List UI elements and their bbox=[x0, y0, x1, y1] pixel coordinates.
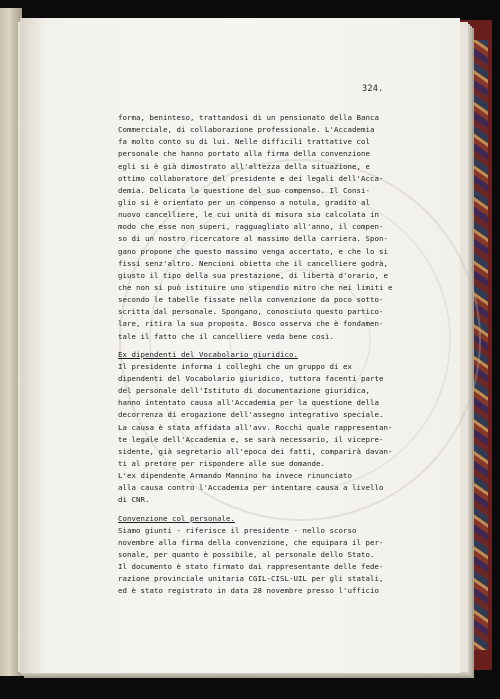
text-line: del personale dell'Istituto di documentazione giuridica, bbox=[118, 386, 370, 396]
text-line: scritta dal personale. Spongano, conosciuto questo partico- bbox=[118, 307, 384, 317]
text-line: fa molto conto su di lui. Nelle difficili trattative col bbox=[118, 137, 370, 147]
text-line: decorrenza di erogazione dell'assegno integrativo speciale. bbox=[118, 410, 384, 420]
text-line: forma, beninteso, trattandosi di un pensionato della Banca bbox=[118, 113, 379, 122]
text-line: giusto il tipo della sua prestazione, di libertà d'orario, e bbox=[118, 270, 388, 280]
text-line: dipendenti del Vocabolario giuridico, tuttora facenti parte bbox=[118, 373, 384, 383]
text-line: razione provinciale unitaria CGIL-CISL-UIL per gli statali, bbox=[118, 574, 384, 584]
text-line: di CNR. bbox=[118, 495, 150, 505]
text-line: egli si è già dimostrato all'altezza della situazione, e bbox=[118, 161, 370, 171]
text-line: gano propone che questo massimo venga accertato, e che lo si bbox=[118, 246, 388, 256]
text-line: ottimo collaboratore del presidente e dei legali dell'Acca- bbox=[118, 173, 384, 183]
text-line: sidente, già segretario all'epoca dei fatti, comparirà davan- bbox=[118, 446, 393, 456]
text-line: nuovo cancelliere, le cui unità di misura sia calcolata in bbox=[118, 210, 379, 220]
text-line: ed è stato registrato in data 28 novembre presso l'ufficio bbox=[118, 586, 379, 596]
text-line: personale che hanno portato alla firma della convenzione bbox=[118, 149, 370, 159]
text-line: ti al pretore per rispondere alle sue domande. bbox=[118, 458, 325, 468]
text-line: sonale, per quanto è possibile, al personale dello Stato. bbox=[118, 549, 375, 559]
text-line: Commerciale, di collaborazione professionale. L'Accademia bbox=[118, 125, 375, 135]
text-line: alla causa contro l'Accademia per intentare causa a livello bbox=[118, 483, 384, 493]
text-line: Siamo giunti - riferisce il presidente - nello scorso bbox=[118, 525, 357, 535]
text-line: demia. Delicata la questione del suo compenso. Il Consi- bbox=[118, 185, 370, 195]
text-line: che non si può istituire uno stipendio mitro che nei limiti e bbox=[118, 282, 393, 292]
page-number: 324. bbox=[362, 84, 384, 94]
text-line: modo che esse non superi, ragguagliato all'anno, il compen- bbox=[118, 222, 384, 232]
section-heading: Ex dipendenti del Vocabolario giuridico. bbox=[118, 349, 298, 359]
section-heading: Convenzione col personale. bbox=[118, 513, 235, 523]
text-line: La causa è stata affidata all'avv. Rocchi quale rappresentan- bbox=[118, 422, 393, 432]
text-line: lare, ritira la sua proposta. Bosco osserva che è fondamen- bbox=[118, 319, 384, 329]
text-line: te legale dell'Accademia e, se sarà necessario, il vicepre- bbox=[118, 434, 384, 444]
text-line: secondo le tabelle fissate nella convenzione da poco sotto- bbox=[118, 295, 384, 305]
text-line: glio si è orientato per un compenso a notula, gradito al bbox=[118, 197, 370, 207]
text-line: Il documento è stato firmato dai rappresentante delle fede- bbox=[118, 562, 384, 572]
text-line: so di un nostro ricercatore al massimo della carriera. Spon- bbox=[118, 234, 388, 244]
text-line: novembre alla firma della convenzione, che equipara il per- bbox=[118, 537, 384, 547]
document-body bbox=[118, 112, 438, 597]
text-line: hanno intentato causa all'Accademia per la questione della bbox=[118, 398, 379, 408]
text-line: fissi senz'altro. Nencioni obietta che il cancelliere godrà, bbox=[118, 258, 388, 268]
text-line: tale il fatto che il cancelliere veda bene così. bbox=[118, 331, 334, 341]
text-line: L'ex dipendente Armando Mannino ha invece rinunciato bbox=[118, 471, 352, 481]
text-line: Il presidente informa i colleghi che un gruppo di ex bbox=[118, 361, 352, 371]
